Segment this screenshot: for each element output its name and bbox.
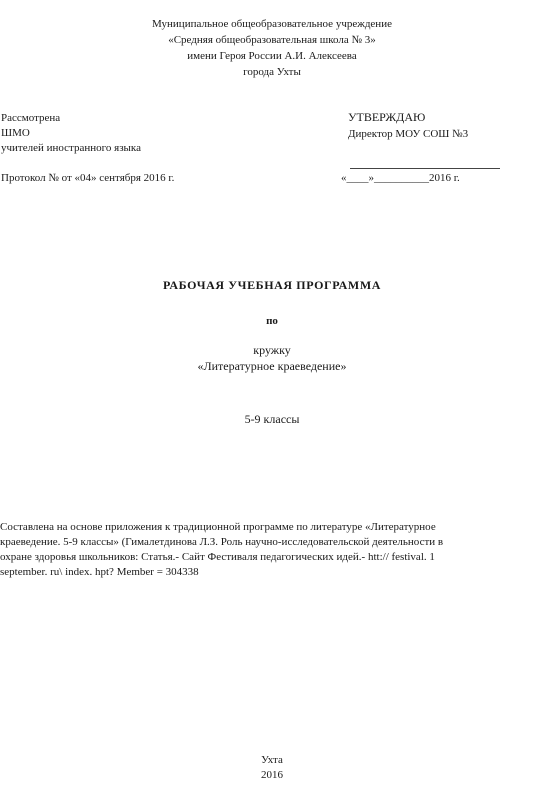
description-line-3: охране здоровья школьников: Статья.- Сайт Фестиваля педагогических идей.- htt:// festival. 1 (0, 551, 435, 563)
description-line-4: september. ru\ index. hpt? Member = 304338 (0, 566, 199, 578)
grade-range: 5-9 классы (244, 412, 300, 426)
institution-line-3: имени Героя России А.И. Алексеева (187, 50, 357, 62)
program-title: РАБОЧАЯ УЧЕБНАЯ ПРОГРАММА (162, 278, 382, 292)
institution-line-1: Муниципальное общеобразовательное учреждение (152, 18, 392, 30)
approve-date: «____»__________2016 г. (341, 172, 460, 184)
reviewed-shmo: ШМО (1, 127, 30, 139)
approve-label: УТВЕРЖДАЮ (348, 110, 426, 124)
reviewed-teachers: учителей иностранного языка (1, 142, 141, 154)
description-line-1: Составлена на основе приложения к традиционной программе по литературе «Литературное (0, 521, 436, 533)
source-description (0, 520, 541, 580)
description-line-2: краеведение. 5-9 классы» (Гималетдинова Л.З. Роль научно-исследовательской деятельности в (0, 536, 444, 548)
institution-line-2: «Средняя общеобразовательная школа № 3» (168, 34, 376, 46)
protocol-line: Протокол № от «04» сентября 2016 г. (1, 172, 175, 184)
director-label: Директор МОУ СОШ №3 (348, 128, 469, 140)
institution-line-4: города Ухты (243, 66, 301, 78)
footer-city: Ухта (261, 754, 283, 766)
footer-year: 2016 (261, 769, 283, 781)
signature-line (350, 168, 500, 169)
course-name: «Литературное краеведение» (197, 359, 347, 373)
title-kruzhok: кружку (253, 343, 291, 357)
title-po: по (266, 315, 278, 327)
reviewed-label: Рассмотрена (1, 112, 61, 124)
